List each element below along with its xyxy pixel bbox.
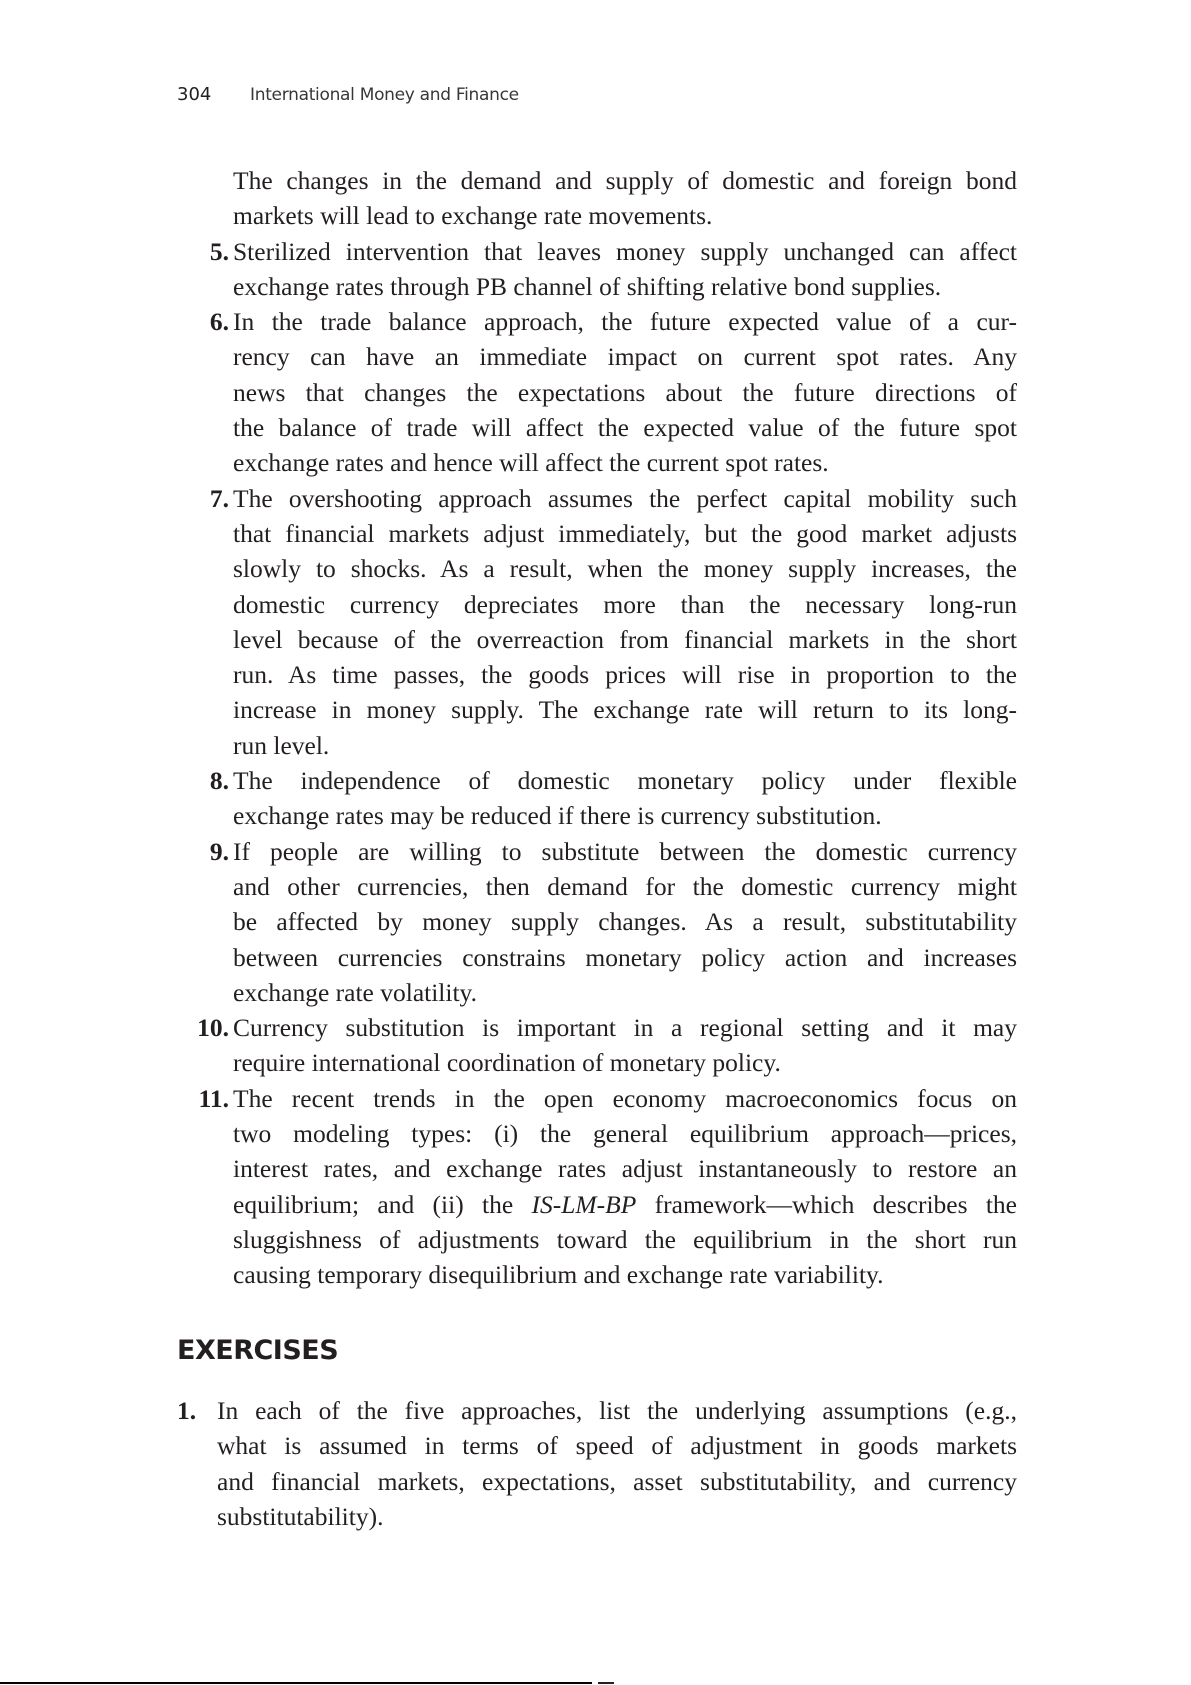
text-line: require international coordination of monetary policy. (233, 1048, 781, 1078)
text-line: interest rates, and exchange rates adjust instantaneously to restore an (233, 1154, 1017, 1184)
text-line: that financial markets adjust immediately, but the good market adjusts (233, 518, 1017, 548)
section-heading: EXERCISES (177, 1335, 339, 1366)
summary-item-7 (177, 481, 1017, 763)
bottom-rule (0, 1682, 592, 1684)
running-title: International Money and Finance (250, 85, 519, 105)
item-number: 5. (209, 236, 229, 266)
text-line: news that changes the expectations about the future directions of (233, 377, 1017, 407)
text-line: slowly to shocks. As a result, when the money supply increases, the (233, 554, 1017, 584)
summary-item-6 (177, 304, 1017, 480)
text-line: rency can have an immediate impact on current spot rates. Any (233, 342, 1017, 372)
item-number: 9. (209, 836, 229, 866)
text-fragment: equilibrium; and (ii) the (233, 1189, 532, 1219)
text-line: between currencies constrains monetary policy action and increases (233, 942, 1017, 972)
text-line: and other currencies, then demand for the domestic currency might (233, 871, 1017, 901)
running-header (177, 84, 519, 105)
summary-item-9 (177, 834, 1017, 1010)
item-number: 7. (209, 483, 229, 513)
text-line: causing temporary disequilibrium and exchange rate variability. (233, 1260, 884, 1290)
summary-item-8 (177, 763, 1017, 834)
text-fragment: framework—which describes the (636, 1189, 1017, 1219)
text-line: be affected by money supply changes. As a result, substitutability (233, 907, 1017, 937)
summary-item-11 (177, 1081, 1017, 1293)
summary-item-10 (177, 1010, 1017, 1081)
text-line: The overshooting approach assumes the perfect capital mobility such (233, 483, 1017, 513)
text-line: Currency substitution is important in a regional setting and it may (233, 1013, 1017, 1043)
exercise-item-1 (177, 1393, 1017, 1534)
text-line-with-italic (233, 1187, 1017, 1222)
item-number: 1. (177, 1396, 197, 1425)
text-line: exchange rates through PB channel of shifting relative bond supplies. (233, 271, 942, 301)
text-line: and financial markets, expectations, asset substitutability, and currency (217, 1466, 1017, 1496)
item-number: 11. (198, 1083, 229, 1113)
text-line: run level. (233, 730, 330, 760)
italic-term: IS-LM-BP (531, 1189, 637, 1219)
text-line: Sterilized intervention that leaves money supply unchanged can affect (233, 236, 1017, 266)
text-line: run. As time passes, the goods prices will rise in proportion to the (233, 660, 1017, 690)
text-line: exchange rate volatility. (233, 977, 478, 1007)
text-line: In the trade balance approach, the future expected value of a cur- (233, 307, 1017, 337)
text-line: substitutability). (217, 1501, 384, 1531)
item-number: 8. (209, 766, 229, 796)
page-number: 304 (177, 84, 212, 105)
text-line: If people are willing to substitute between the domestic currency (233, 836, 1017, 866)
item-number: 10. (197, 1013, 229, 1043)
text-line: level because of the overreaction from financial markets in the short (233, 624, 1017, 654)
text-line: two modeling types: (i) the general equilibrium approach—prices, (233, 1119, 1017, 1149)
text-line: The changes in the demand and supply of domestic and foreign bond (233, 166, 1017, 195)
text-line: exchange rates may be reduced if there is currency substitution. (233, 801, 882, 831)
text-line: The independence of domestic monetary policy under flexible (233, 766, 1017, 796)
text-line: sluggishness of adjustments toward the equilibrium in the short run (233, 1224, 1017, 1254)
text-line: exchange rates and hence will affect the current spot rates. (233, 448, 829, 478)
text-line: the balance of trade will affect the expected value of the future spot (233, 413, 1017, 443)
summary-item-5 (177, 234, 1017, 305)
text-line: The recent trends in the open economy macroeconomics focus on (233, 1083, 1017, 1113)
text-line: what is assumed in terms of speed of adjustment in goods markets (217, 1431, 1017, 1461)
summary-list (177, 163, 1017, 1293)
text-line: In each of the five approaches, list the underlying assumptions (e.g., (217, 1396, 1017, 1425)
bottom-crop-mark (598, 1682, 614, 1684)
exercises-list (177, 1393, 1017, 1534)
item-number: 6. (209, 307, 229, 337)
text-line: increase in money supply. The exchange rate will return to its long- (233, 695, 1017, 725)
text-line: markets will lead to exchange rate movements. (233, 201, 713, 231)
text-line: domestic currency depreciates more than the necessary long-run (233, 589, 1017, 619)
continuation-paragraph (177, 163, 1017, 234)
